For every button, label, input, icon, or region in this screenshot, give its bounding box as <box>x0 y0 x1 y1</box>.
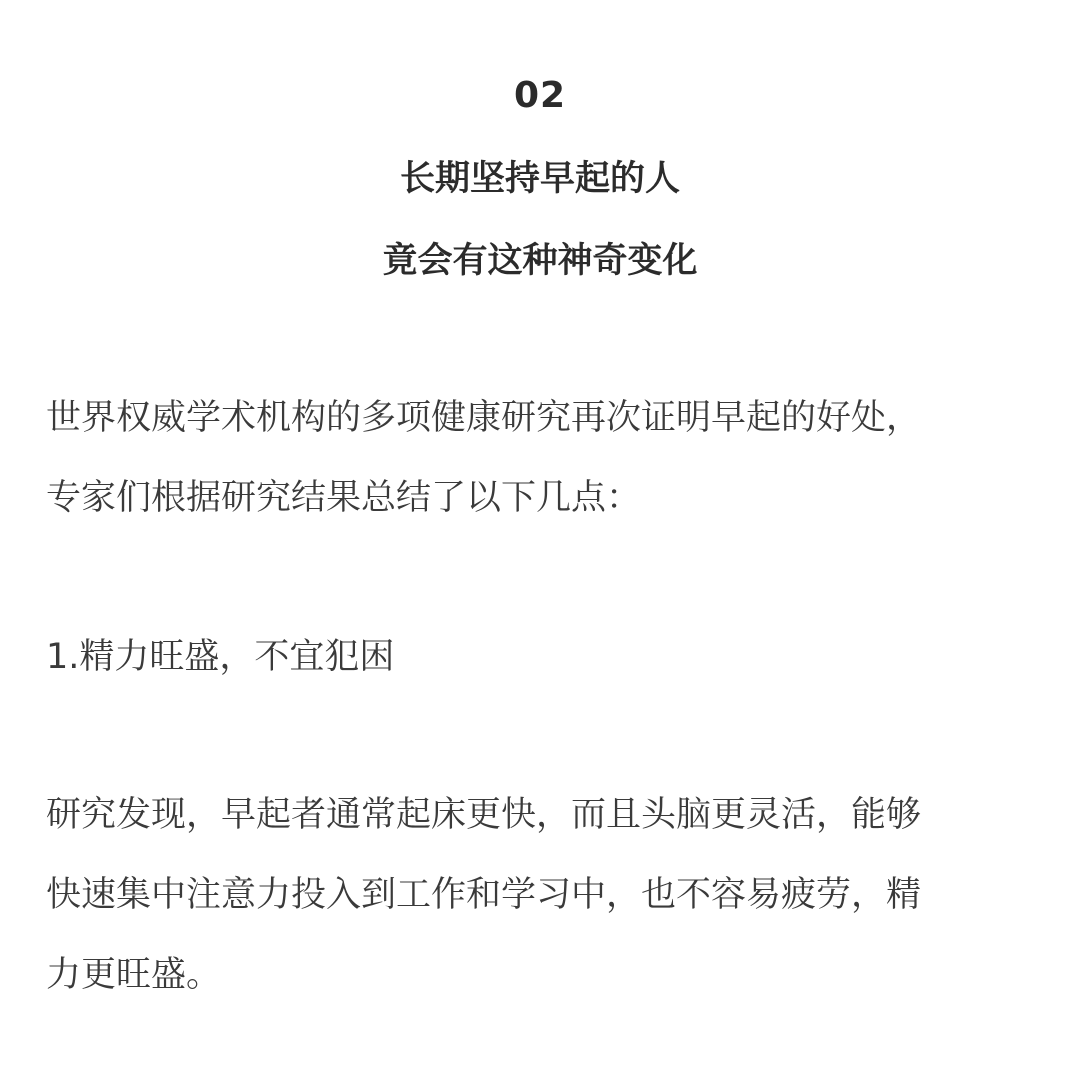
section-title-line-1: 长期坚持早起的人 <box>399 159 680 199</box>
intro-line: 世界权威学术机构的多项健康研究再次证明早起的好处， <box>46 398 922 438</box>
intro-line: 专家们根据研究结果总结了以下几点： <box>46 478 642 518</box>
point-title: 1.精力旺盛，不宜犯困 <box>46 637 395 677</box>
section-title-line-2: 竟会有这种神奇变化 <box>382 241 698 281</box>
point-body-line: 研究发现，早起者通常起床更快，而且头脑更灵活，能够 <box>46 795 922 835</box>
section-number: 02 <box>513 75 567 116</box>
point-body-line: 力更旺盛。 <box>46 955 222 995</box>
point-body-line: 快速集中注意力投入到工作和学习中，也不容易疲劳，精 <box>46 875 922 915</box>
point-body-paragraph <box>46 775 1046 1015</box>
intro-paragraph <box>46 378 1046 538</box>
